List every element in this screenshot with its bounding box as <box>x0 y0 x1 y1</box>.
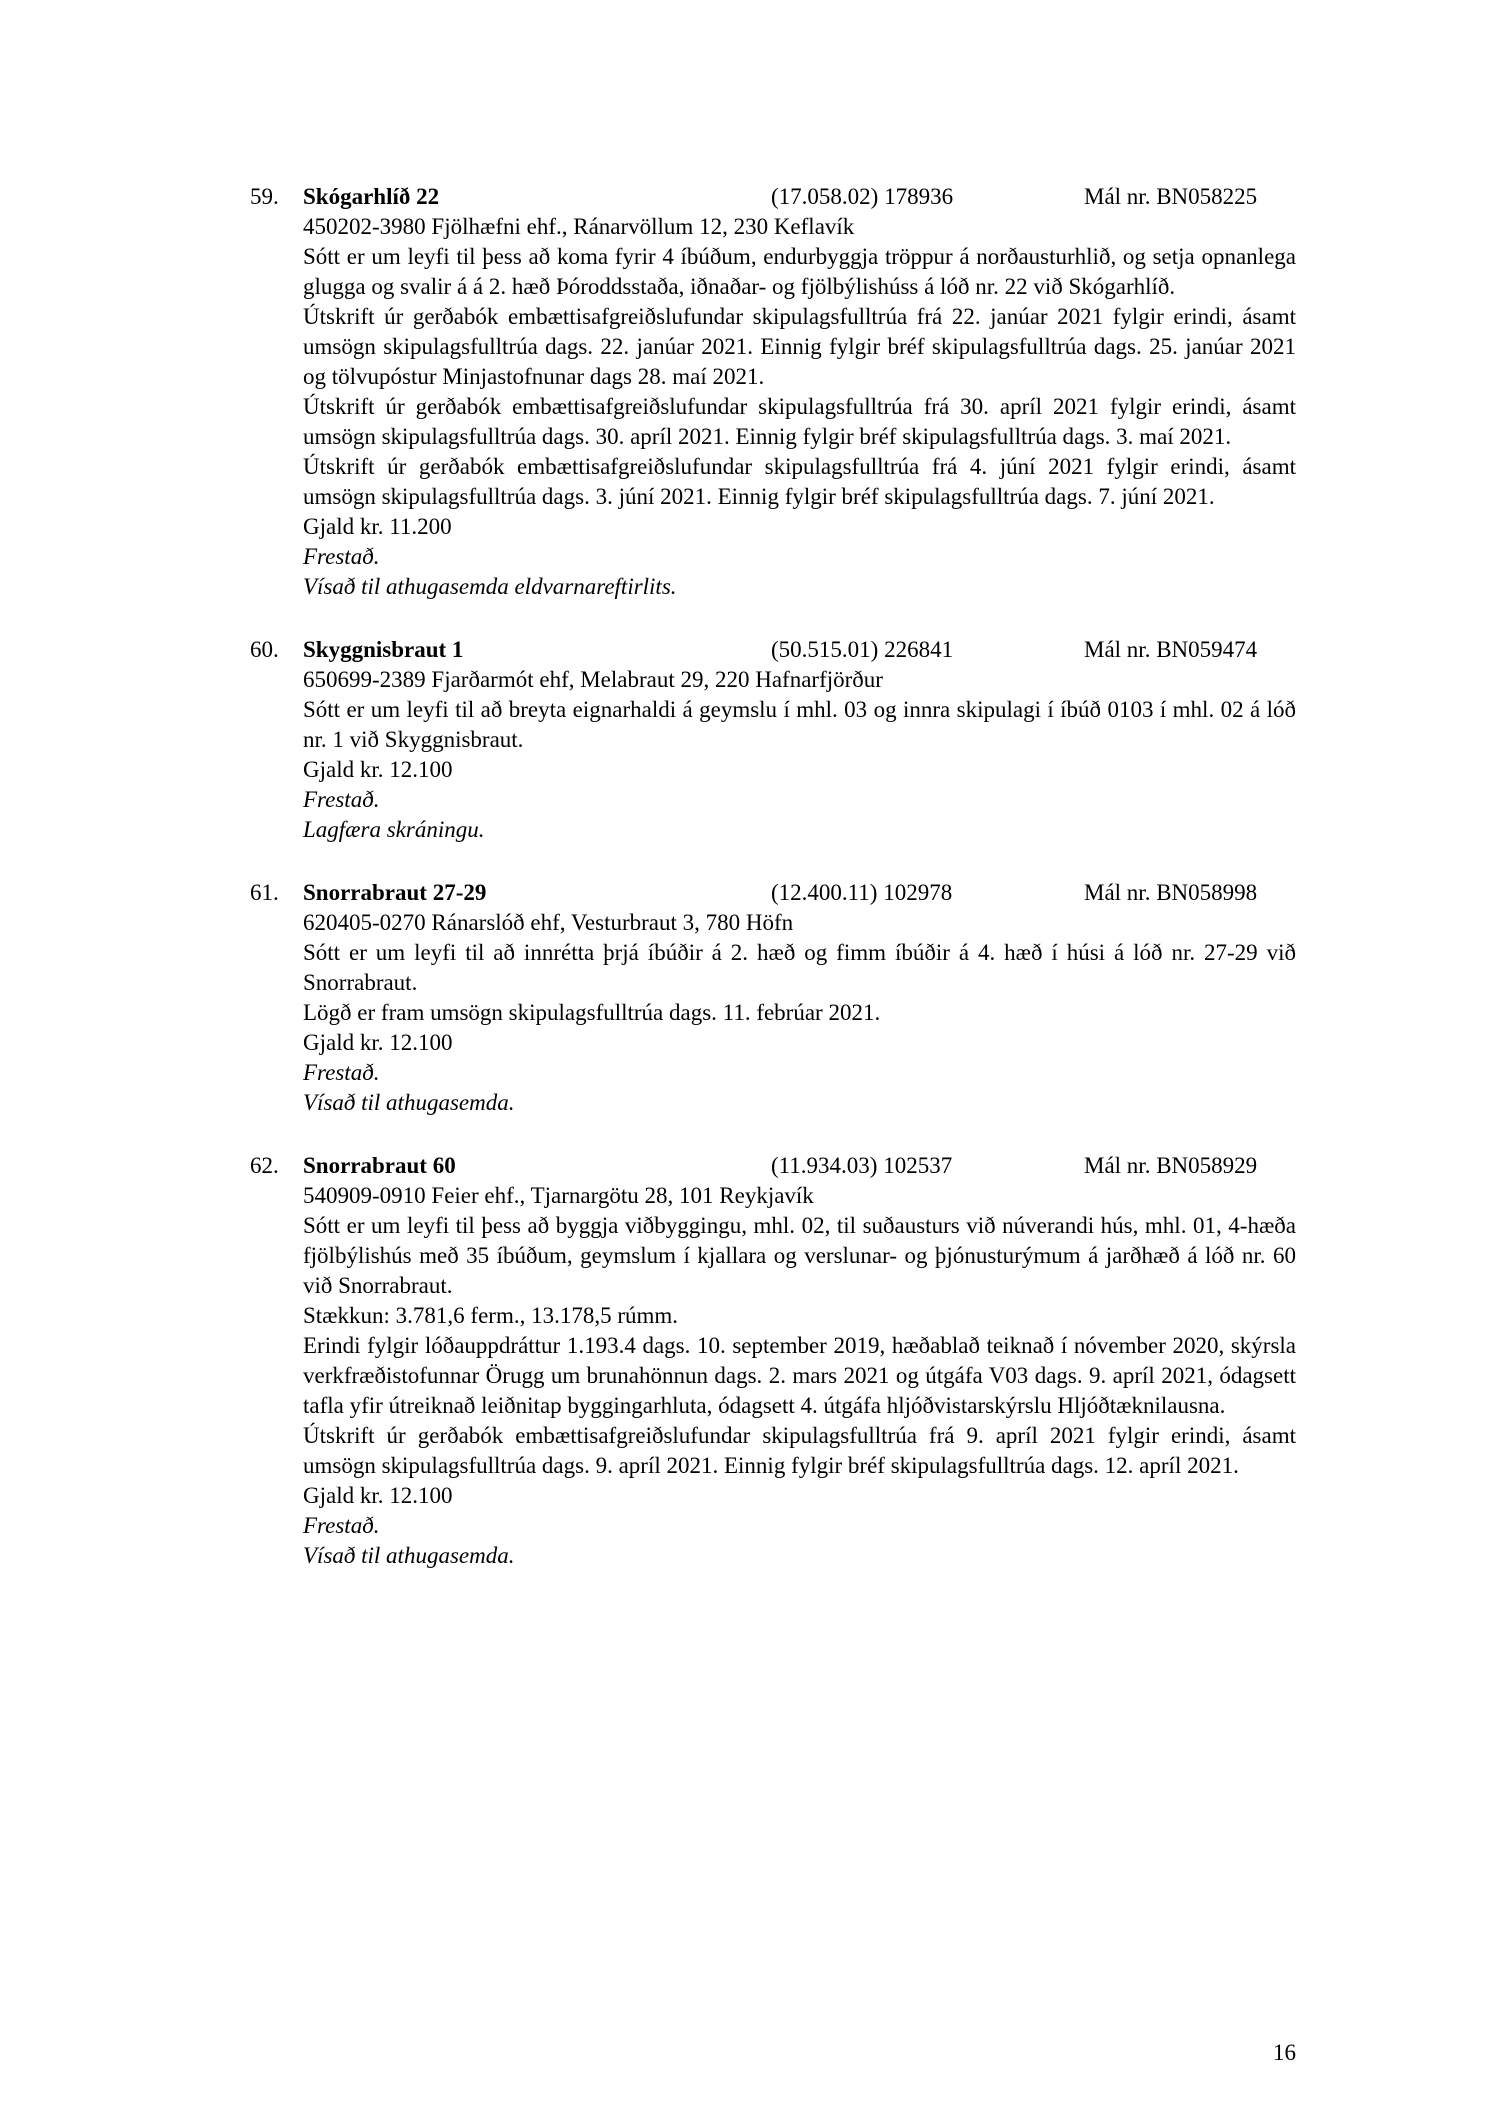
item-header <box>250 182 1296 212</box>
item-paragraph: Sótt er um leyfi til að innrétta þrjá íbúðir á 2. hæð og fimm íbúðir á 4. hæð í húsi á lóð nr. 27-29 við Snorrabraut. <box>303 940 1296 995</box>
item-paragraph: Lögð er fram umsögn skipulagsfulltrúa dags. 11. febrúar 2021. <box>303 1000 881 1025</box>
item-decision: Lagfæra skráningu. <box>303 817 485 842</box>
item-fee: Gjald kr. 12.100 <box>303 1483 453 1508</box>
item-body <box>303 1181 1296 1571</box>
agenda-item <box>250 635 1296 845</box>
item-number: 60. <box>250 637 279 662</box>
item-property-code: (12.400.11) 102978 <box>771 880 953 905</box>
item-decision: Frestað. <box>303 544 380 569</box>
item-property-code: (17.058.02) 178936 <box>771 184 954 209</box>
item-paragraph: Útskrift úr gerðabók embættisafgreiðslufundar skipulagsfulltrúa frá 4. júní 2021 fylgir erindi, ásamt umsögn skipulagsfulltrúa dags. 3. júní 2021. Einnig fylgir bréf skipulagsfulltrúa dags. 7. júní 2021. <box>303 454 1296 509</box>
item-paragraph: Útskrift úr gerðabók embættisafgreiðslufundar skipulagsfulltrúa frá 30. apríl 2021 fylgir erindi, ásamt umsögn skipulagsfulltrúa dags. 30. apríl 2021. Einnig fylgir bréf skipulagsfulltrúa dags. 3. maí 2021. <box>303 394 1296 449</box>
item-paragraph: Stækkun: 3.781,6 ferm., 13.178,5 rúmm. <box>303 1303 679 1328</box>
item-paragraph: Erindi fylgir lóðauppdráttur 1.193.4 dags. 10. september 2019, hæðablað teiknað í nóvember 2020, skýrsla verkfræðistofunnar Örugg um brunahönnun dags. 2. mars 2021 og útgáfa V03 dags. 9. apríl 2021, ódagsett tafla yfir útreiknað leiðnitap byggingarhluta, ódagsett 4. útgáfa hljóðvistarskýrslu Hljóðtæknilausna. <box>303 1333 1296 1418</box>
item-header <box>250 1151 1296 1181</box>
item-property-code: (50.515.01) 226841 <box>771 637 954 662</box>
page-number: 16 <box>1273 2040 1296 2065</box>
agenda-items <box>250 182 1296 1571</box>
item-paragraph: Útskrift úr gerðabók embættisafgreiðslufundar skipulagsfulltrúa frá 22. janúar 2021 fylgir erindi, ásamt umsögn skipulagsfulltrúa dags. 22. janúar 2021. Einnig fylgir bréf skipulagsfulltrúa dags. 25. janúar 2021 og tölvupóstur Minjastofnunar dags 28. maí 2021. <box>303 304 1296 389</box>
item-address: Snorrabraut 60 <box>303 1153 456 1178</box>
item-fee: Gjald kr. 12.100 <box>303 757 453 782</box>
item-owner: 450202-3980 Fjölhæfni ehf., Ránarvöllum 12, 230 Keflavík <box>303 214 855 239</box>
item-number: 62. <box>250 1153 279 1178</box>
item-case-number: Mál nr. BN058998 <box>1084 880 1258 905</box>
item-decision: Frestað. <box>303 1513 380 1538</box>
item-paragraph: Sótt er um leyfi til þess að koma fyrir 4 íbúðum, endurbyggja tröppur á norðausturhlið, og setja opnanlega glugga og svalir á á 2. hæð Þóroddsstaða, iðnaðar- og fjölbýlishúss á lóð nr. 22 við Skógarhlíð. <box>303 244 1296 299</box>
item-decision: Vísað til athugasemda eldvarnareftirlits. <box>303 574 677 599</box>
item-address: Skógarhlíð 22 <box>303 184 440 209</box>
item-case-number: Mál nr. BN058929 <box>1084 1153 1258 1178</box>
item-decision: Vísað til athugasemda. <box>303 1543 515 1568</box>
item-paragraph: Sótt er um leyfi til að breyta eignarhaldi á geymslu í mhl. 03 og innra skipulagi í íbúð 0103 í mhl. 02 á lóð nr. 1 við Skyggnisbraut. <box>303 697 1296 752</box>
item-paragraph: Sótt er um leyfi til þess að byggja viðbyggingu, mhl. 02, til suðausturs við núverandi hús, mhl. 01, 4-hæða fjölbýlishús með 35 íbúðum, geymslum í kjallara og verslunar- og þjónusturýmum á jarðhæð á lóð nr. 60 við Snorrabraut. <box>303 1213 1296 1298</box>
item-number: 59. <box>250 184 279 209</box>
item-header <box>250 878 1296 908</box>
item-fee: Gjald kr. 12.100 <box>303 1030 453 1055</box>
item-owner: 650699-2389 Fjarðarmót ehf, Melabraut 29, 220 Hafnarfjörður <box>303 667 883 692</box>
item-property-code: (11.934.03) 102537 <box>771 1153 953 1178</box>
item-body <box>303 665 1296 845</box>
item-address: Skyggnisbraut 1 <box>303 637 464 662</box>
agenda-item <box>250 182 1296 602</box>
item-decision: Frestað. <box>303 787 380 812</box>
agenda-item <box>250 1151 1296 1571</box>
item-address: Snorrabraut 27-29 <box>303 880 487 905</box>
item-owner: 540909-0910 Feier ehf., Tjarnargötu 28, 101 Reykjavík <box>303 1183 814 1208</box>
item-case-number: Mál nr. BN058225 <box>1084 184 1258 209</box>
item-decision: Frestað. <box>303 1060 380 1085</box>
item-case-number: Mál nr. BN059474 <box>1084 637 1258 662</box>
item-fee: Gjald kr. 11.200 <box>303 514 452 539</box>
item-body <box>303 212 1296 602</box>
agenda-item <box>250 878 1296 1118</box>
item-decision: Vísað til athugasemda. <box>303 1090 515 1115</box>
item-paragraph: Útskrift úr gerðabók embættisafgreiðslufundar skipulagsfulltrúa frá 9. apríl 2021 fylgir erindi, ásamt umsögn skipulagsfulltrúa dags. 9. apríl 2021. Einnig fylgir bréf skipulagsfulltrúa dags. 12. apríl 2021. <box>303 1423 1296 1478</box>
item-body <box>303 908 1296 1118</box>
item-header <box>250 635 1296 665</box>
item-number: 61. <box>250 880 279 905</box>
item-owner: 620405-0270 Ránarslóð ehf, Vesturbraut 3, 780 Höfn <box>303 910 794 935</box>
